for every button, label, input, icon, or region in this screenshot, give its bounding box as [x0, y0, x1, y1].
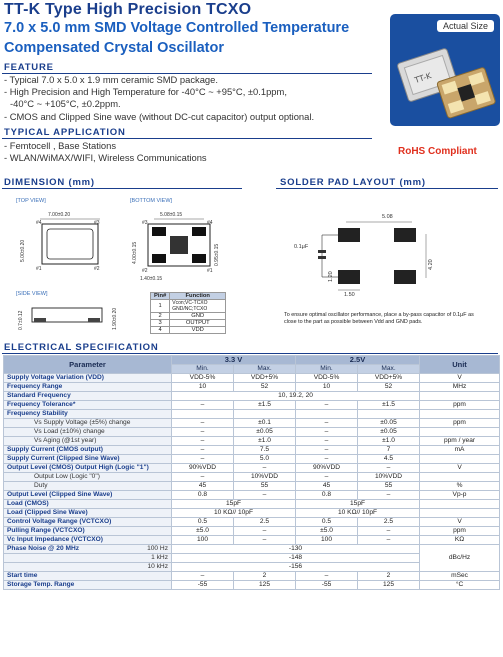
- cell-value: ±0.05: [234, 428, 296, 437]
- product-subtitle-line2: Compensated Crystal Oscillator: [4, 40, 224, 56]
- param-name: Vs Supply Voltage (±5%) change: [4, 419, 172, 428]
- table-row: [4, 536, 500, 545]
- cell-value: ±5.0: [172, 527, 234, 536]
- table-row: [4, 581, 500, 590]
- cell-value: 45: [296, 482, 358, 491]
- phase-offset: 10 kHz: [147, 563, 168, 570]
- chip-label: TT-K: [413, 71, 433, 86]
- application-item: - Femtocell , Base Stations: [4, 140, 117, 151]
- unit-value: MHz: [420, 383, 500, 392]
- phase-offset: 100 Hz: [147, 545, 168, 552]
- cell-value: ±1.5: [234, 401, 296, 410]
- span-value: 15pF: [172, 500, 296, 509]
- cell-value: 125: [358, 581, 420, 590]
- pin-label: #1: [36, 266, 42, 272]
- param-name: Frequency Stability: [4, 410, 172, 419]
- solder-heading: SOLDER PAD LAYOUT (mm): [280, 177, 426, 188]
- param-col-header: Parameter: [4, 356, 172, 374]
- cell-value: –: [296, 428, 358, 437]
- cell-value: –: [296, 473, 358, 482]
- param-name: Output Low (Logic "0"): [4, 473, 172, 482]
- bottom-pad-dim: 1.40±0.15: [140, 276, 163, 282]
- table-row: [151, 320, 226, 327]
- table-row: [4, 419, 500, 428]
- pin-label: #2: [142, 268, 148, 274]
- phase-label: Phase Noise @ 20 MHz: [7, 545, 80, 552]
- top-view-label: [TOP VIEW]: [16, 198, 46, 204]
- solder-dim-bottom: 1.50: [344, 292, 355, 298]
- cell-value: 52: [234, 383, 296, 392]
- table-row: [4, 572, 500, 581]
- param-name: Frequency Range: [4, 383, 172, 392]
- table-row: [4, 482, 500, 491]
- pin-number: 1: [151, 300, 170, 313]
- table-row: [4, 545, 500, 554]
- pin-label: #4: [36, 220, 42, 226]
- cell-value: –: [296, 446, 358, 455]
- cell-value: –: [172, 428, 234, 437]
- cell-value: –: [296, 572, 358, 581]
- cell-value: 7: [358, 446, 420, 455]
- param-name: Frequency Tolerance*: [4, 401, 172, 410]
- function-col-header: Function: [170, 293, 226, 300]
- cell-value: –: [358, 527, 420, 536]
- param-name: Pulling Range (VCTCXO): [4, 527, 172, 536]
- side-view-label: [SIDE VIEW]: [16, 291, 48, 297]
- param-name: Storage Temp. Range: [4, 581, 172, 590]
- feature-item: - High Precision and High Temperature for -40°C ~ +95°C, ±0.1ppm,: [4, 86, 287, 98]
- param-name: Vs Aging (@1st year): [4, 437, 172, 446]
- pin-number: 2: [151, 313, 170, 320]
- cell-value: 10: [296, 383, 358, 392]
- unit-value: V: [420, 464, 500, 473]
- unit-value: %: [420, 482, 500, 491]
- cell-value: 52: [358, 383, 420, 392]
- unit-value: [420, 509, 500, 518]
- table-row: [151, 313, 226, 320]
- cell-value: –: [234, 536, 296, 545]
- param-name: Supply Voltage Variation (VDD): [4, 374, 172, 383]
- table-row: [4, 518, 500, 527]
- unit-value: ppm: [420, 527, 500, 536]
- cell-value: VDD-5%: [296, 374, 358, 383]
- pin-label: #1: [207, 268, 213, 274]
- cell-value: 0.8: [172, 491, 234, 500]
- cell-value: [172, 410, 234, 419]
- feature-item: - CMOS and Clipped Sine wave (without DC-cut capacitor) output optional.: [4, 110, 315, 122]
- unit-value: dBc/Hz: [420, 545, 500, 572]
- pin-col-header: Pin#: [151, 293, 170, 300]
- unit-value: [420, 428, 500, 437]
- electrical-divider: [2, 353, 498, 354]
- unit-value: mSec: [420, 572, 500, 581]
- unit-value: V: [420, 374, 500, 383]
- unit-value: ppm: [420, 419, 500, 428]
- cell-value: –: [172, 473, 234, 482]
- cell-value: ±1.0: [358, 437, 420, 446]
- cell-value: –: [172, 419, 234, 428]
- cell-value: –: [172, 401, 234, 410]
- param-name: Load (CMOS): [4, 500, 172, 509]
- cell-value: 125: [234, 581, 296, 590]
- cell-value: 100: [296, 536, 358, 545]
- cell-value: [296, 410, 358, 419]
- pin-function: OUTPUT: [170, 320, 226, 327]
- param-name: Vc Input Impedance (VCTCXO): [4, 536, 172, 545]
- cell-value: –: [358, 464, 420, 473]
- chip-photo-icon: [390, 14, 500, 126]
- table-row: [4, 527, 500, 536]
- cell-value: VDD+5%: [358, 374, 420, 383]
- pin-label: #4: [207, 220, 213, 226]
- table-row: [4, 464, 500, 473]
- cell-value: 2: [234, 572, 296, 581]
- cell-value: –: [172, 446, 234, 455]
- bottom-height-dim: 4.00±0.15: [132, 241, 138, 264]
- param-name: Duty: [4, 482, 172, 491]
- cell-value: 90%VDD: [296, 464, 358, 473]
- phase-value: -130: [172, 545, 420, 554]
- span-value: 15pF: [296, 500, 420, 509]
- cell-value: 100: [172, 536, 234, 545]
- table-row: [4, 428, 500, 437]
- unit-value: ppm: [420, 401, 500, 410]
- dimension-heading: DIMENSION (mm): [4, 177, 95, 188]
- pin-function: GND: [170, 313, 226, 320]
- solder-dim-left: 1.20: [328, 271, 334, 282]
- cell-value: ±1.5: [358, 401, 420, 410]
- span-value: 10 KΩ// 10pF: [296, 509, 420, 518]
- cell-value: -55: [296, 581, 358, 590]
- param-name: [4, 545, 172, 554]
- application-list: [4, 140, 207, 164]
- unit-value: Vp-p: [420, 491, 500, 500]
- actual-size-tag: Actual Size: [437, 20, 494, 32]
- unit-value: [420, 455, 500, 464]
- cell-value: 2.5: [234, 518, 296, 527]
- cell-value: 55: [234, 482, 296, 491]
- pin-function: VDD: [170, 327, 226, 334]
- capacitor-label: 0.1μF: [294, 244, 309, 250]
- top-height-dim: 5.00±0.20: [20, 239, 26, 262]
- table-row: [4, 455, 500, 464]
- span-value: 10, 19.2, 20: [172, 392, 420, 401]
- table-row: [4, 446, 500, 455]
- param-name: Load (Clipped Sine Wave): [4, 509, 172, 518]
- cell-value: 0.5: [296, 518, 358, 527]
- cell-value: VDD+5%: [234, 374, 296, 383]
- application-item: - WLAN/WiMAX/WIFI, Wireless Communications: [4, 152, 207, 164]
- unit-value: KΩ: [420, 536, 500, 545]
- cell-value: –: [296, 455, 358, 464]
- table-row: [151, 300, 226, 313]
- bottom-view-label: [BOTTOM VIEW]: [130, 198, 173, 204]
- side-height-dim2: 1.90±0.20: [112, 307, 118, 330]
- top-width-dim: 7.00±0.20: [48, 212, 71, 218]
- feature-heading: FEATURE: [4, 62, 54, 73]
- param-name: Standard Frequency: [4, 392, 172, 401]
- unit-value: [420, 500, 500, 509]
- param-name: [4, 554, 172, 563]
- cell-value: –: [172, 572, 234, 581]
- table-row: [4, 491, 500, 500]
- cell-value: 2: [358, 572, 420, 581]
- param-name: Supply Current (CMOS output): [4, 446, 172, 455]
- max-header: Max.: [234, 365, 296, 374]
- param-name: Vs Load (±10%) change: [4, 428, 172, 437]
- cell-value: 0.5: [172, 518, 234, 527]
- feature-list: [4, 74, 314, 123]
- max-header: Max.: [358, 365, 420, 374]
- cell-value: –: [172, 455, 234, 464]
- table-row: [4, 374, 500, 383]
- cell-value: –: [234, 491, 296, 500]
- pin-label: #2: [94, 266, 100, 272]
- side-height-dim1: 0.7±0.12: [18, 310, 24, 330]
- col-25v-header: 2.5V: [296, 356, 420, 365]
- pin-label: #3: [142, 220, 148, 226]
- cell-value: 10: [172, 383, 234, 392]
- feature-item: - Typical 7.0 x 5.0 x 1.9 mm ceramic SMD package.: [4, 74, 218, 85]
- table-row: [151, 327, 226, 334]
- solder-divider: [276, 188, 498, 189]
- bottom-width-dim: 5.08±0.15: [160, 212, 183, 218]
- electrical-heading: ELECTRICAL SPECIFICATION: [4, 342, 159, 353]
- cell-value: –: [296, 437, 358, 446]
- solder-note: To ensure optimal oscillator performance, place a by-pass capacitor of 0.1μF as close to the part as possible between Vdd and GND pads.: [284, 312, 474, 325]
- bottom-side-dim: 0.95±0.15: [214, 243, 220, 266]
- application-divider: [2, 138, 372, 139]
- cell-value: –: [172, 437, 234, 446]
- electrical-spec-table: [3, 355, 500, 590]
- table-row: [4, 437, 500, 446]
- unit-value: °C: [420, 581, 500, 590]
- rohs-badge: RoHS Compliant: [398, 146, 477, 157]
- span-value: 10 KΩ// 10pF: [172, 509, 296, 518]
- cell-value: ±5.0: [296, 527, 358, 536]
- cell-value: [234, 410, 296, 419]
- product-title: TT-K Type High Precision TCXO: [4, 1, 252, 18]
- table-row: [4, 392, 500, 401]
- cell-value: ±0.1: [234, 419, 296, 428]
- cell-value: VDD-5%: [172, 374, 234, 383]
- cell-value: –: [358, 536, 420, 545]
- cell-value: –: [296, 419, 358, 428]
- solder-dim-top: 5.08: [382, 214, 393, 220]
- cell-value: 10%VDD: [234, 473, 296, 482]
- unit-value: [420, 410, 500, 419]
- table-row: [4, 509, 500, 518]
- cell-value: 90%VDD: [172, 464, 234, 473]
- cell-value: 45: [172, 482, 234, 491]
- table-row: [4, 410, 500, 419]
- min-header: Min.: [172, 365, 234, 374]
- cell-value: 55: [358, 482, 420, 491]
- param-name: [4, 563, 172, 572]
- param-name: Output Level (CMOS) Output High (Logic "1"): [4, 464, 172, 473]
- cell-value: ±0.05: [358, 428, 420, 437]
- unit-value: mA: [420, 446, 500, 455]
- pin-number: 3: [151, 320, 170, 327]
- unit-value: ppm / year: [420, 437, 500, 446]
- pin-label: #3: [94, 220, 100, 226]
- cell-value: -55: [172, 581, 234, 590]
- solder-dim-right: 4.20: [428, 259, 434, 270]
- param-name: Start time: [4, 572, 172, 581]
- min-header: Min.: [296, 365, 358, 374]
- cell-value: ±1.0: [234, 437, 296, 446]
- pin-function-table: [150, 292, 226, 334]
- param-name: Supply Current (Clipped Sine Wave): [4, 455, 172, 464]
- unit-value: [420, 392, 500, 401]
- cell-value: ±0.05: [358, 419, 420, 428]
- col-33v-header: 3.3 V: [172, 356, 296, 365]
- product-subtitle-line1: 7.0 x 5.0 mm SMD Voltage Controlled Temperature: [4, 20, 350, 36]
- table-row: [4, 383, 500, 392]
- feature-item: -40°C ~ +105°C, ±0.2ppm.: [10, 98, 121, 110]
- cell-value: –: [234, 527, 296, 536]
- phase-offset: 1 kHz: [151, 554, 168, 561]
- cell-value: 10%VDD: [358, 473, 420, 482]
- dimension-divider: [2, 188, 242, 189]
- unit-value: [420, 473, 500, 482]
- pin-number: 4: [151, 327, 170, 334]
- unit-value: V: [420, 518, 500, 527]
- cell-value: [358, 410, 420, 419]
- product-photo: [390, 14, 500, 126]
- table-row: [4, 500, 500, 509]
- cell-value: –: [234, 464, 296, 473]
- cell-value: 7.5: [234, 446, 296, 455]
- table-row: [4, 473, 500, 482]
- param-name: Output Level (Clipped Sine Wave): [4, 491, 172, 500]
- pin-function: Vcon;VC-TCXO GND/NC;TCXO: [170, 300, 226, 313]
- cell-value: 0.8: [296, 491, 358, 500]
- param-name: Control Voltage Range (VCTCXO): [4, 518, 172, 527]
- phase-value: -148: [172, 554, 420, 563]
- solder-pad-diagram: [282, 192, 497, 310]
- cell-value: 5.0: [234, 455, 296, 464]
- unit-col-header: Unit: [420, 356, 500, 374]
- cell-value: 4.5: [358, 455, 420, 464]
- table-row: [4, 401, 500, 410]
- application-heading: TYPICAL APPLICATION: [4, 127, 126, 138]
- cell-value: –: [358, 491, 420, 500]
- cell-value: 2.5: [358, 518, 420, 527]
- phase-value: -156: [172, 563, 420, 572]
- cell-value: –: [296, 401, 358, 410]
